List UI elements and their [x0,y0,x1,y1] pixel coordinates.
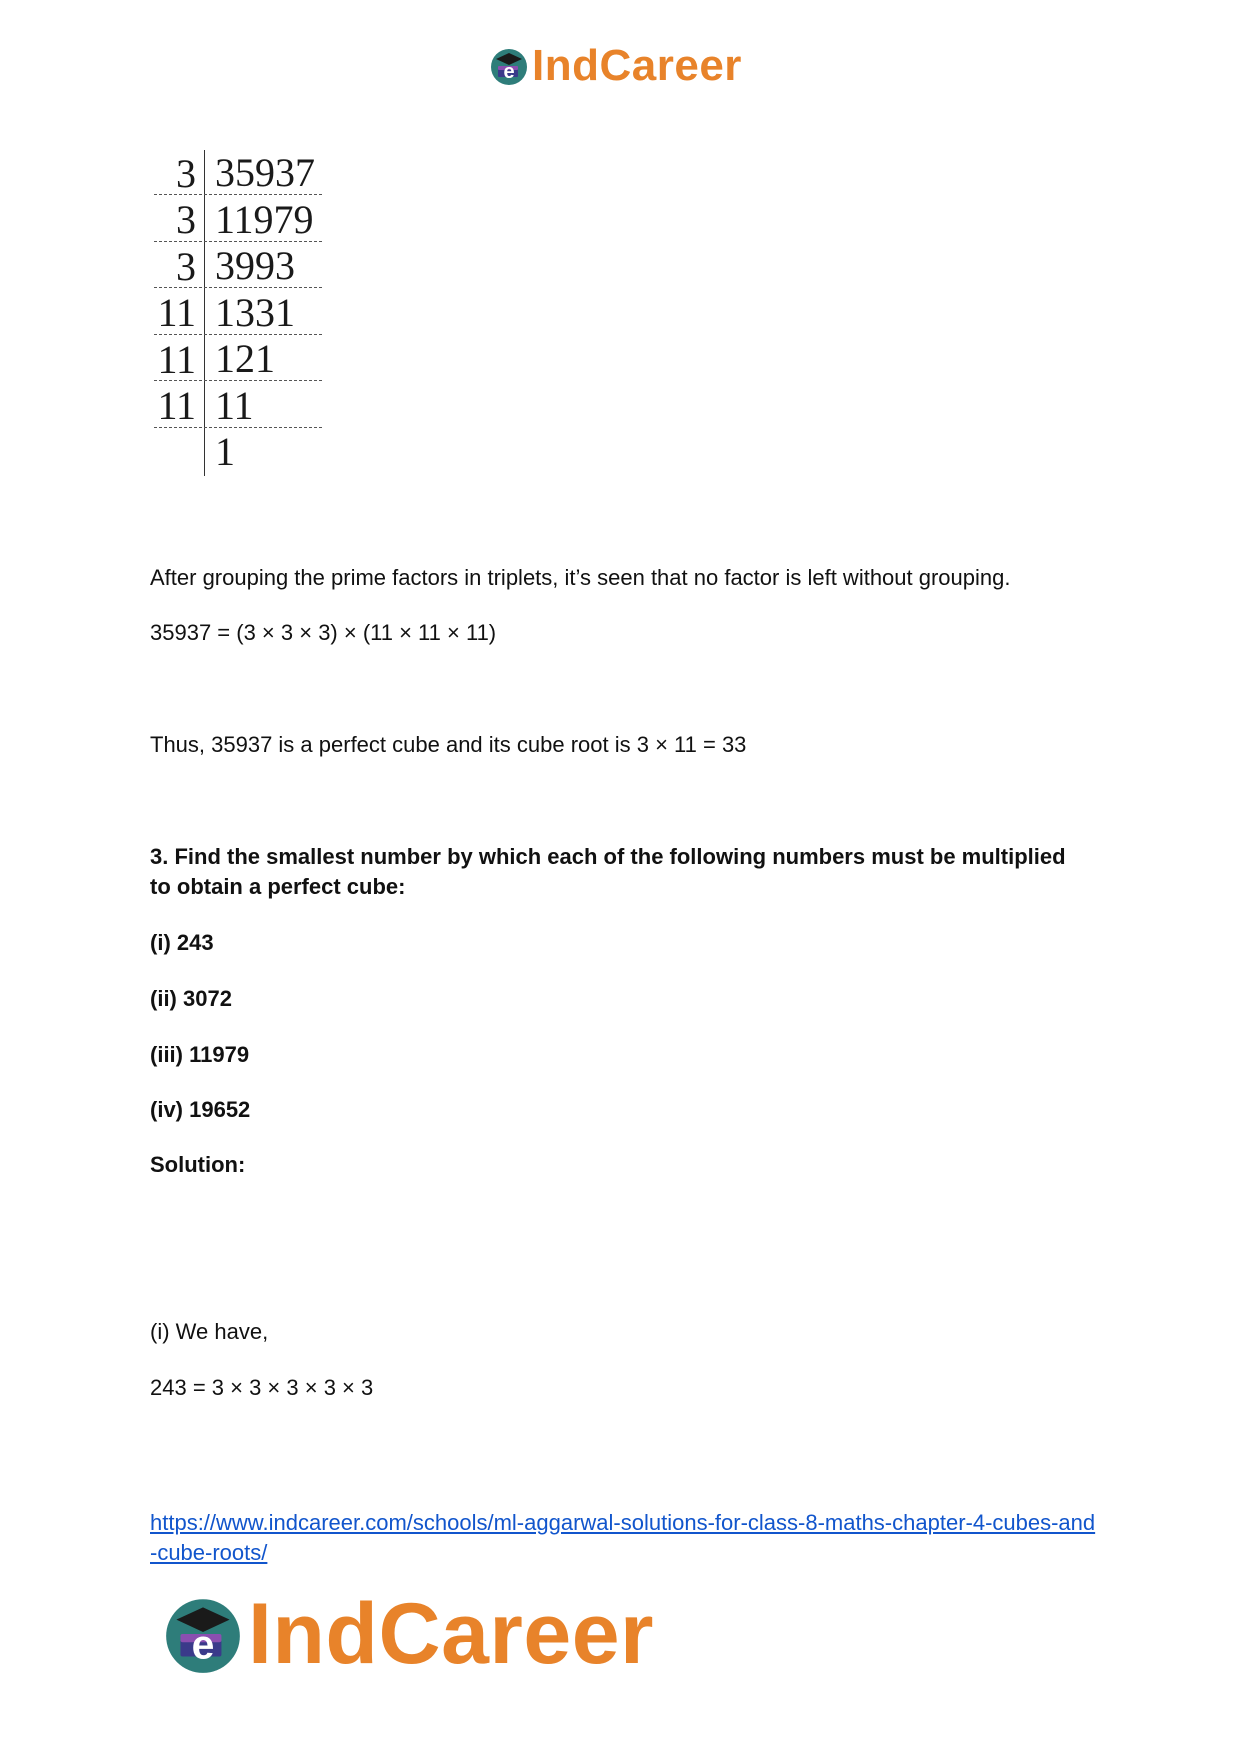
dividend: 11979 [204,197,314,244]
svg-text:e: e [503,61,515,83]
dividend: 35937 [204,150,315,197]
footer-logo [160,1582,654,1686]
divisor: 3 [176,197,196,243]
paragraph-grouping: After grouping the prime factors in triplets, it’s seen that no factor is left without grouping. [150,565,1011,590]
divisor: 3 [176,150,196,196]
dividend: 11 [204,383,254,430]
divisor: 11 [157,290,196,336]
divisor: 3 [176,243,196,289]
question-item: (ii) 3072 [150,986,232,1011]
row-divider [154,194,322,195]
row-divider [154,380,322,381]
paragraph-conclusion: Thus, 35937 is a perfect cube and its cube root is 3 × 11 = 33 [150,732,747,757]
footer-logo-text: IndCareer [248,1585,654,1682]
graduation-book-icon [160,1591,246,1677]
graduation-book-icon [488,45,530,87]
row-divider [154,241,322,242]
question-item: (i) 243 [150,930,214,955]
factor-row [150,243,315,290]
question-item: (iii) 11979 [150,1042,250,1067]
dividend: 1331 [204,290,295,337]
row-divider [154,427,322,428]
factor-row [150,336,315,383]
question-item: (iv) 19652 [150,1097,251,1122]
equation-243: 243 = 3 × 3 × 3 × 3 × 3 [150,1375,374,1400]
dividend: 1 [204,429,235,476]
factor-row [150,383,315,430]
factor-row [150,429,315,476]
factor-row [150,150,315,197]
source-link[interactable]: https://www.indcareer.com/schools/ml-aggarwal-solutions-for-class-8-maths-chapter-4-cubes-and-cube-roots/ [150,1510,1096,1565]
factorization-table [150,150,315,476]
divisor: 11 [157,383,196,429]
dividend: 3993 [204,243,295,290]
factor-row [150,290,315,337]
dividend: 121 [204,336,275,383]
question-3: 3. Find the smallest number by which each of the following numbers must be multiplied to obtain a perfect cube: [150,844,1066,899]
svg-text:e: e [191,1621,215,1668]
header-logo [488,38,742,94]
equation-35937: 35937 = (3 × 3 × 3) × (11 × 11 × 11) [150,620,497,645]
row-divider [154,287,322,288]
paragraph-we-have: (i) We have, [150,1319,269,1344]
header-logo-text: IndCareer [532,41,742,90]
row-divider [154,334,322,335]
divisor: 11 [157,336,196,382]
solution-label: Solution: [150,1152,246,1177]
factor-row [150,197,315,244]
